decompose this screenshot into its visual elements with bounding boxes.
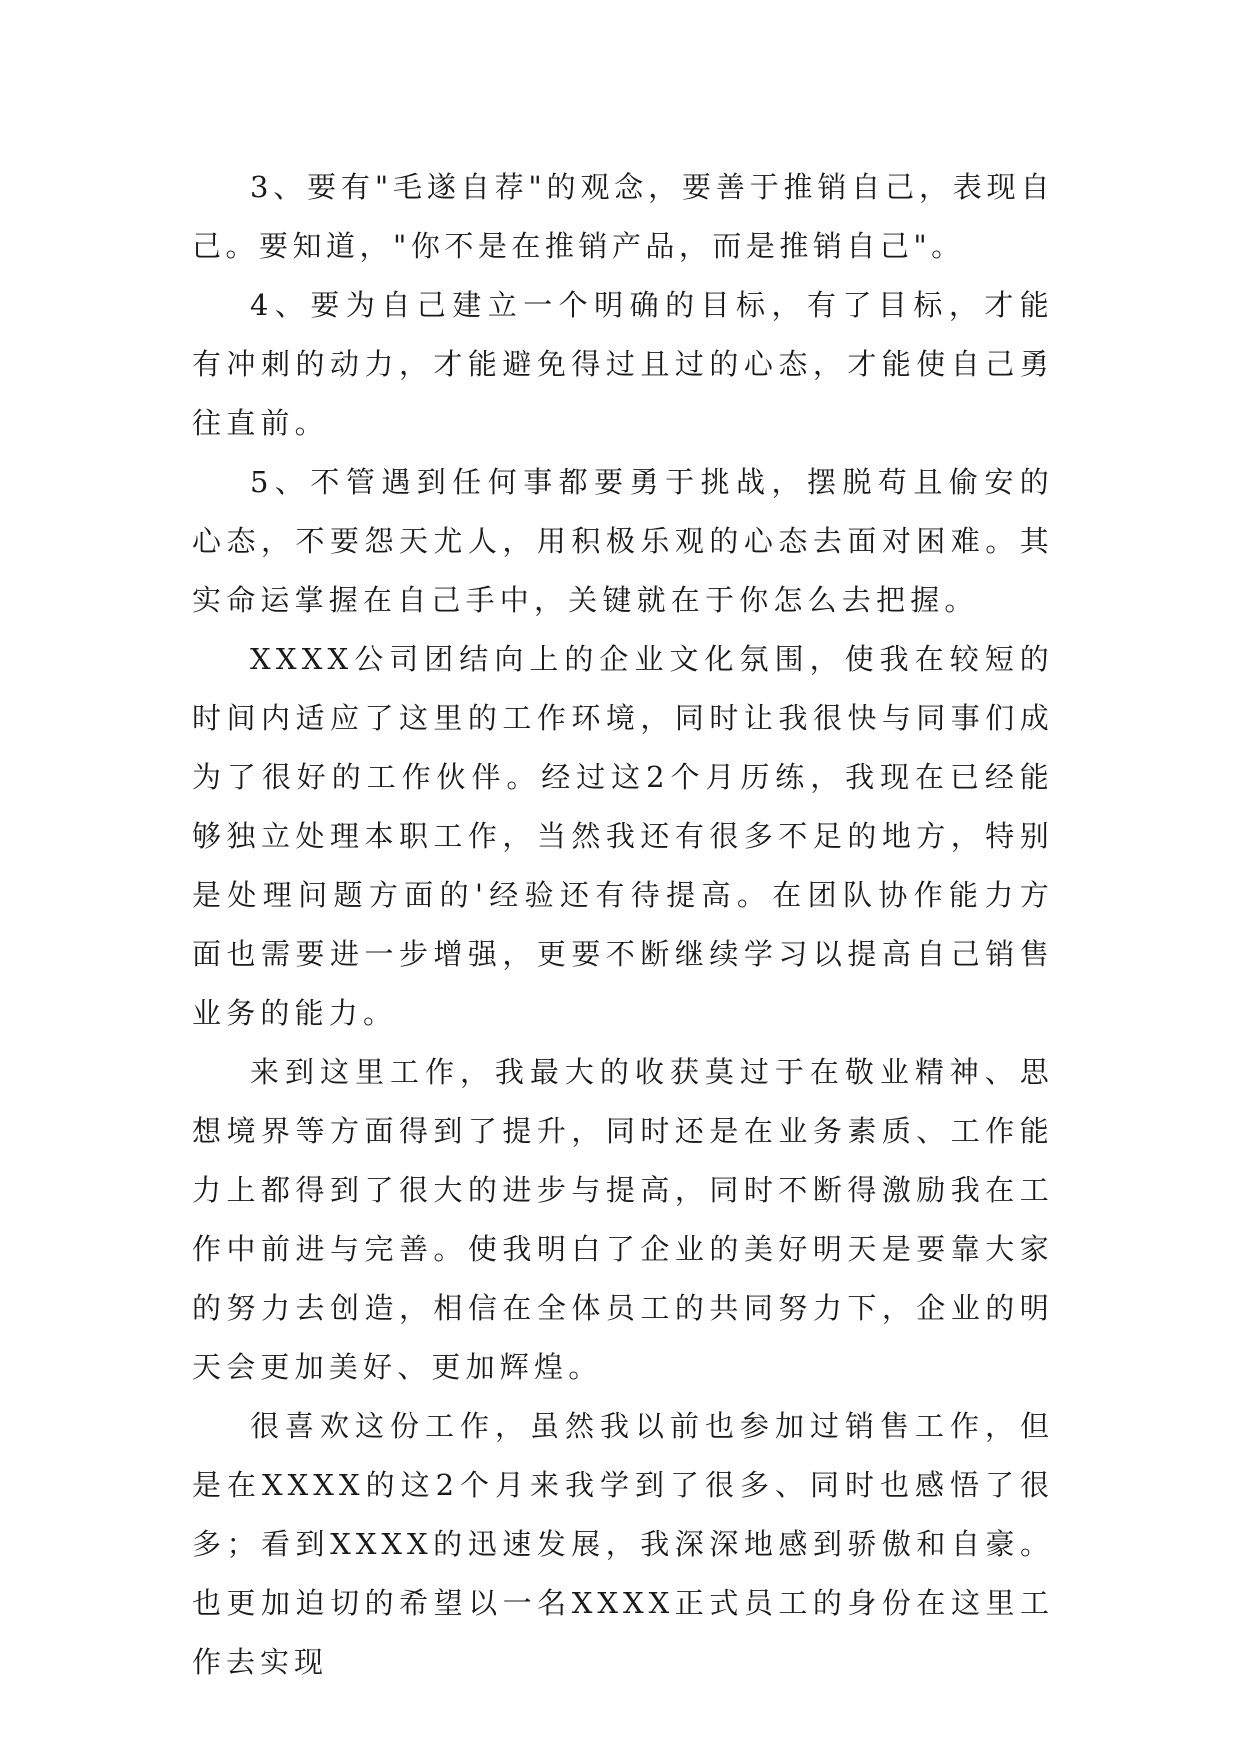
paragraph-point-4: 4、要为自己建立一个明确的目标，有了目标，才能有冲刺的动力，才能避免得过且过的心态，才能使自己勇往直前。 [192, 288, 1054, 440]
paragraph-point-5: 5、不管遇到任何事都要勇于挑战，摆脱苟且偷安的心态，不要怨天尤人，用积极乐观的心态去面对困难。其实命运掌握在自己手中，关键就在于你怎么去把握。 [192, 465, 1054, 617]
document-body [192, 158, 1054, 1692]
paragraph-point-3: 3、要有"毛遂自荐"的观念，要善于推销自己，表现自己。要知道，"你不是在推销产品，而是推销自己"。 [192, 170, 1054, 263]
paragraph-company-culture: XXXX公司团结向上的企业文化氛围，使我在较短的时间内适应了这里的工作环境，同时让我很快与同事们成为了很好的工作伙伴。经过这2个月历练，我现在已经能够独立处理本职工作，当然我还有很多不足的地方，特别是处理问题方面的'经验还有待提高。在团队协作能力方面也需要进一步增强，更要不断继续学习以提高自己销售业务的能力。 [192, 642, 1054, 1030]
paragraph-job-appreciation: 很喜欢这份工作，虽然我以前也参加过销售工作，但是在XXXX的这2个月来我学到了很多、同时也感悟了很多；看到XXXX的迅速发展，我深深地感到骄傲和自豪。也更加迫切的希望以一名XXXX正式员工的身份在这里工作去实现 [192, 1409, 1054, 1679]
paragraph-work-gains: 来到这里工作，我最大的收获莫过于在敬业精神、思想境界等方面得到了提升，同时还是在业务素质、工作能力上都得到了很大的进步与提高，同时不断得激励我在工作中前进与完善。使我明白了企业的美好明天是要靠大家的努力去创造，相信在全体员工的共同努力下，企业的明天会更加美好、更加辉煌。 [192, 1055, 1054, 1384]
